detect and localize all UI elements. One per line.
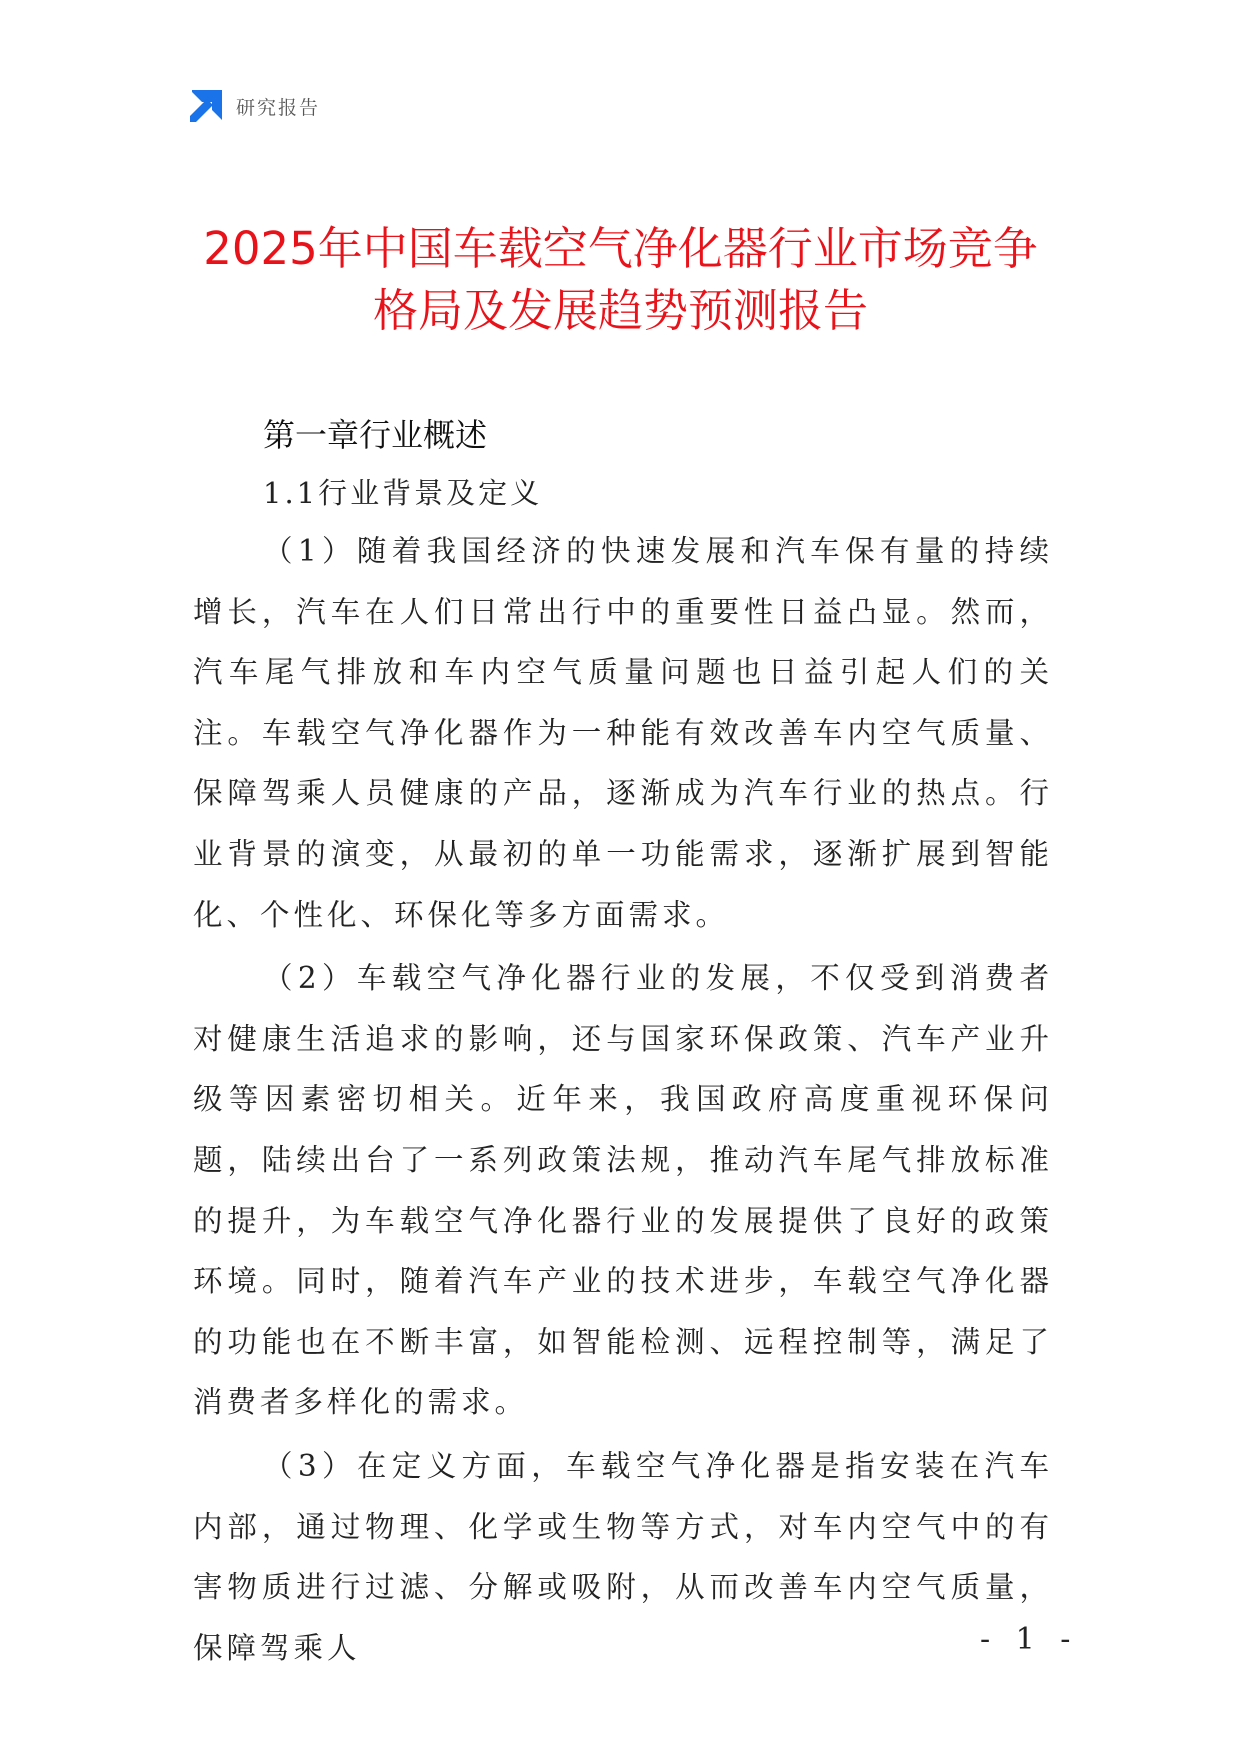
paragraph-2: （2）车载空气净化器行业的发展，不仅受到消费者对健康生活追求的影响，还与国家环保政策、汽车产业升级等因素密切相关。近年来，我国政府高度重视环保问题，陆续出台了一系列政策法规，推动汽车尾气排放标准的提升，为车载空气净化器行业的发展提供了良好的政策环境。同时，随着汽车产业的技术进步，车载空气净化器的功能也在不断丰富，如智能检测、远程控制等，满足了消费者多样化的需求。 xyxy=(193,961,1053,1420)
report-header xyxy=(190,88,320,124)
arrow-up-right-icon xyxy=(190,90,222,122)
paragraph-3: （3）在定义方面，车载空气净化器是指安装在汽车内部，通过物理、化学或生物等方式，对车内空气中的有害物质进行过滤、分解或吸附，从而改善车内空气质量，保障驾乘人 xyxy=(193,1448,1053,1665)
paragraph-1: （1）随着我国经济的快速发展和汽车保有量的持续增长，汽车在人们日常出行中的重要性日益凸显。然而，汽车尾气排放和车内空气质量问题也日益引起人们的关注。车载空气净化器作为一种能有效改善车内空气质量、保障驾乘人员健康的产品，逐渐成为汽车行业的热点。行业背景的演变，从最初的单一功能需求，逐渐扩展到智能化、个性化、环保化等多方面需求。 xyxy=(193,534,1053,932)
page-number: - 1 - xyxy=(980,1622,1079,1657)
chapter-heading: 第一章行业概述 xyxy=(263,416,488,454)
header-label: 研究报告 xyxy=(236,96,321,119)
report-title xyxy=(150,218,1091,342)
section-heading: 1.1行业背景及定义 xyxy=(263,476,543,510)
title-line-2: 格局及发展趋势预测报告 xyxy=(372,284,868,337)
title-line-1: 2025年中国车载空气净化器行业市场竞争 xyxy=(203,222,1038,275)
report-body xyxy=(193,410,1053,1678)
